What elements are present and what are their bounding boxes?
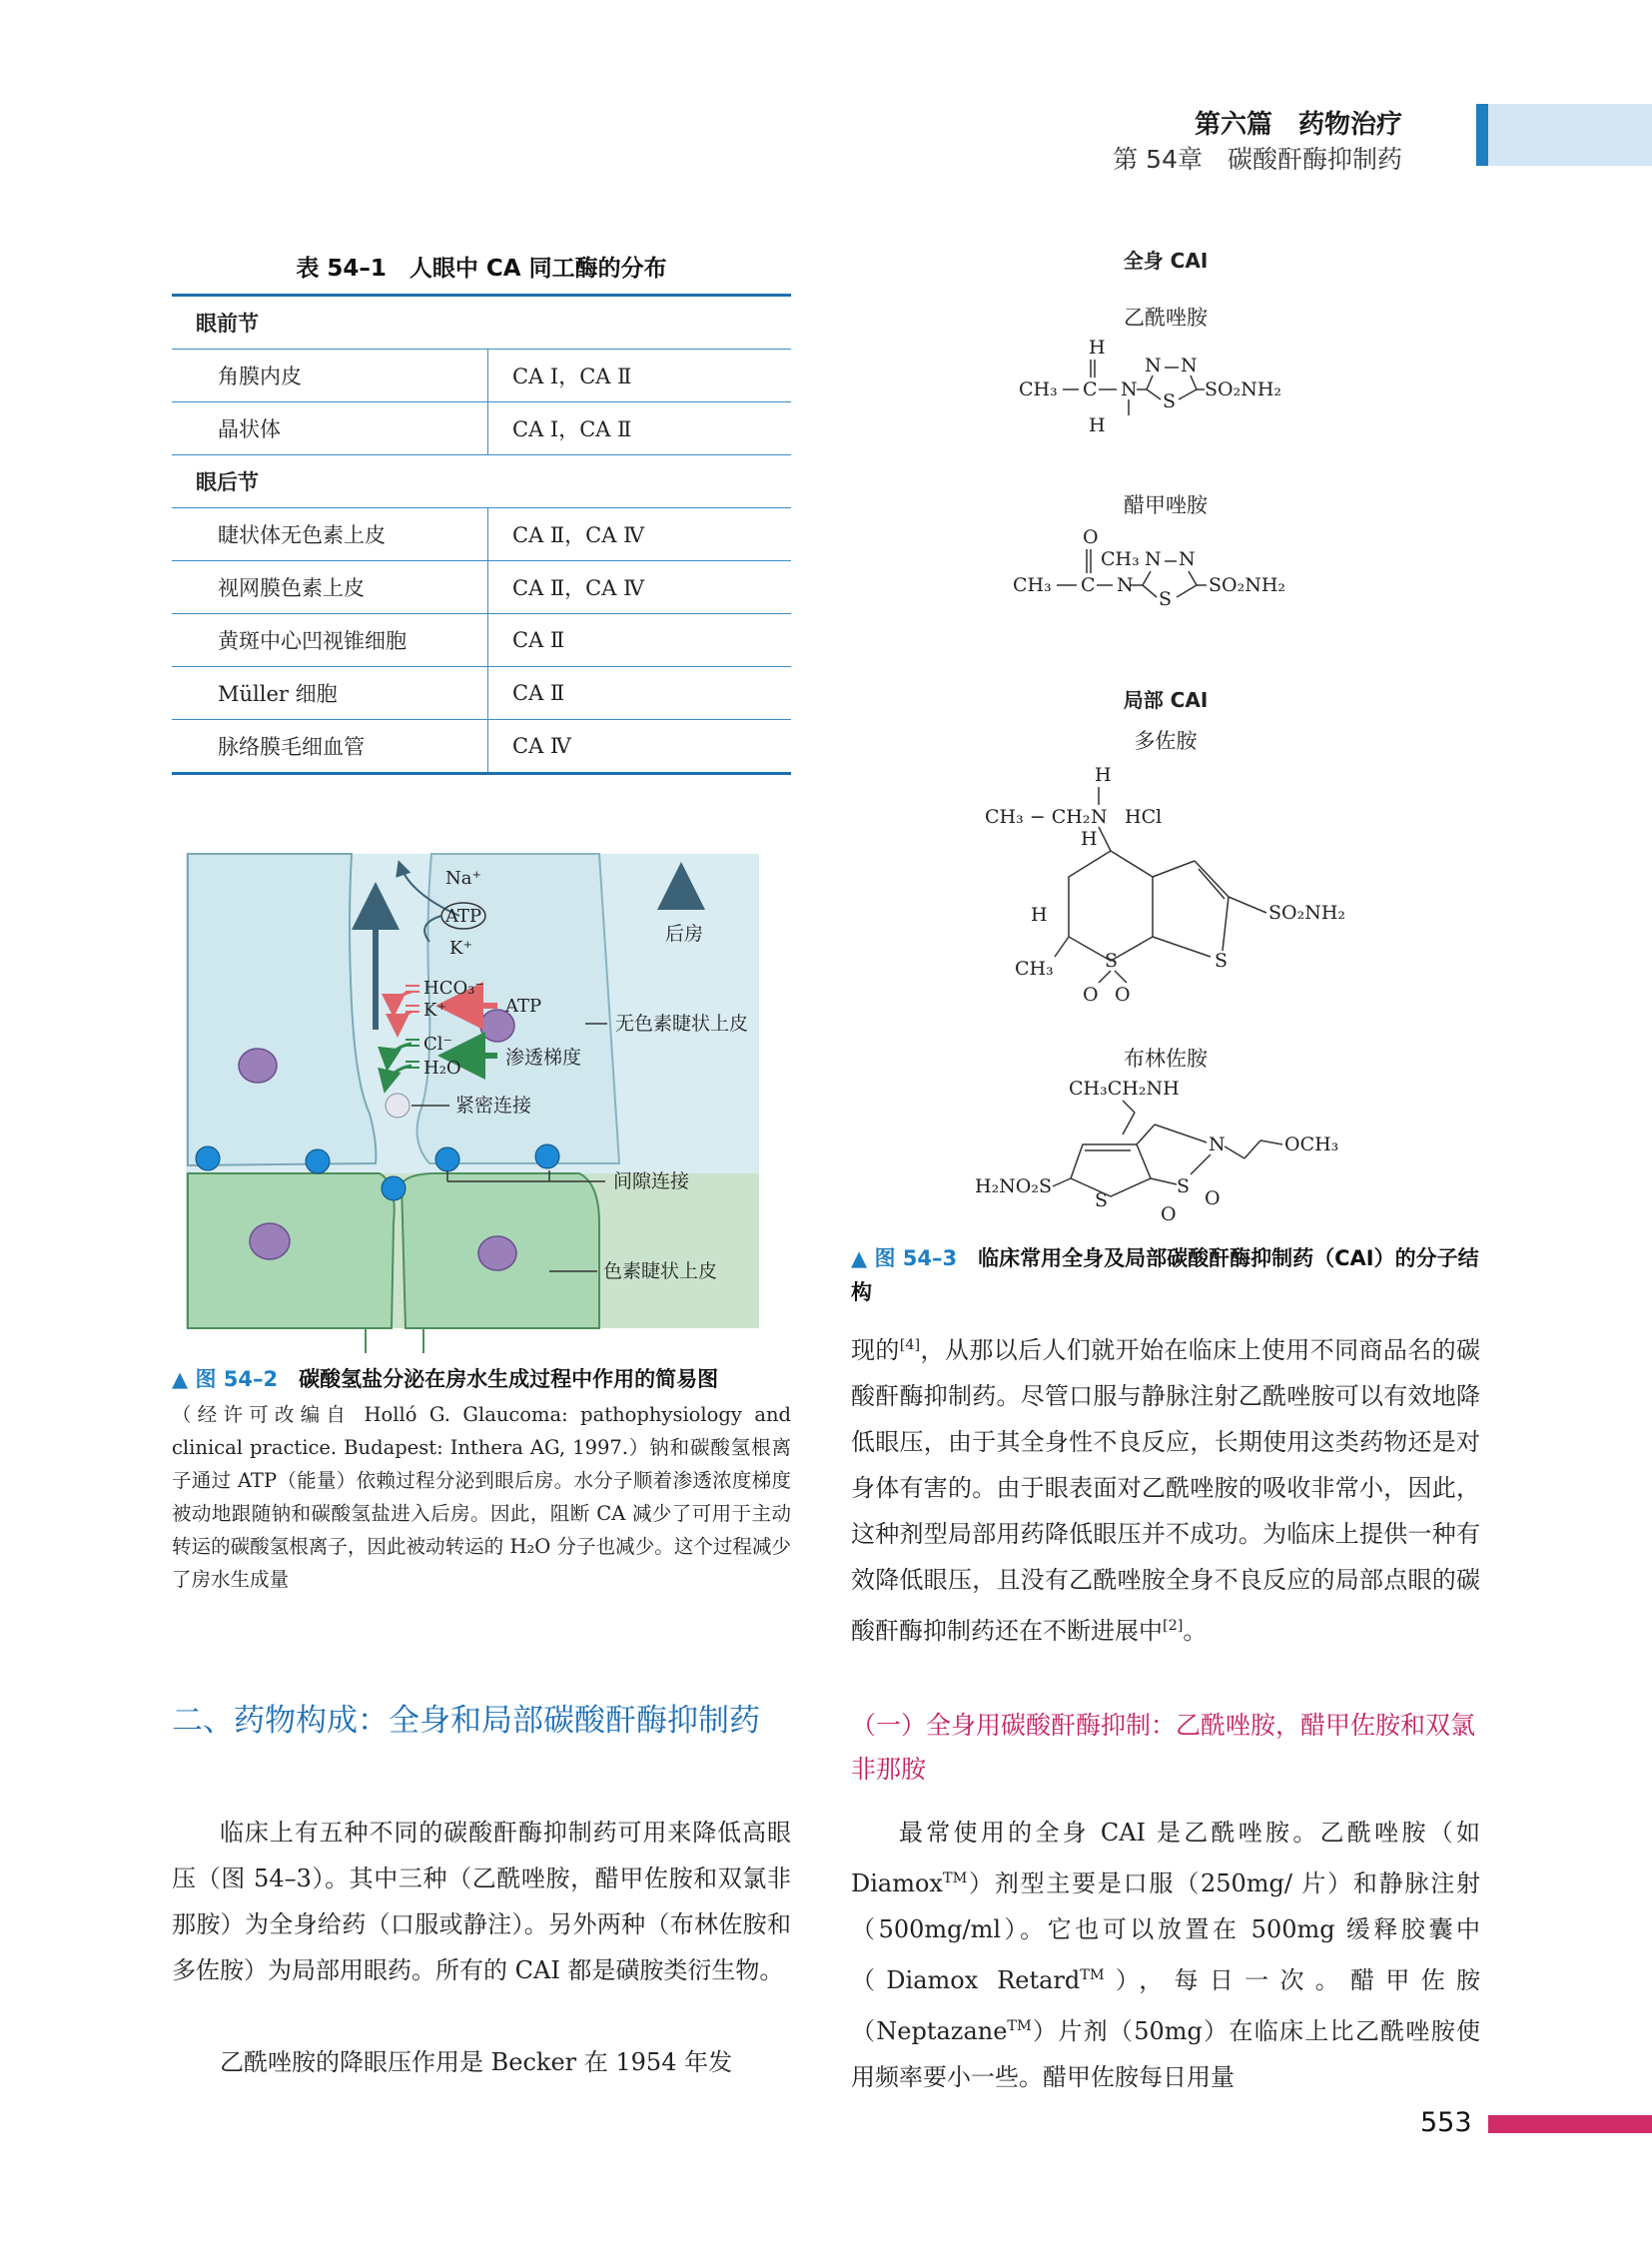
figure2-caption-text: （经许可改编自 Holló G. Glaucoma: pathophysiology and clinical practice. Budapest: Inthera AG, 1997.）钠和碳酸氢根离子通过 ATP（能量）依赖过程分泌到眼后房。水分子顺着渗透浓度梯度被动地跟随钠和碳酸氢盐进入后房。因此，阻断 CA 减少了可用于主动转运的碳酸氢根离子，因此被动转运的 H₂O 分子也减少。这个过程减少了房水生成量: [172, 1403, 791, 1591]
figure2-caption-label: ▲ 图 54–2: [172, 1367, 279, 1391]
table-section-row: [172, 296, 791, 350]
atom-h: H: [1081, 828, 1098, 850]
atom-s: S: [1177, 1175, 1191, 1197]
atom-h: H: [1095, 764, 1112, 786]
atom-h: H: [1031, 904, 1048, 926]
group-so2nh2: SO₂NH₂: [1268, 902, 1346, 924]
figure3-caption-label: ▲ 图 54–3: [851, 1246, 958, 1270]
junction-bead: [196, 1146, 220, 1170]
label-gradient: 渗透梯度: [505, 1047, 582, 1069]
group-hcl: HCl: [1125, 806, 1163, 828]
table-row: [172, 561, 791, 614]
atom-o: O: [1115, 984, 1131, 1006]
atom-o: O: [1083, 984, 1099, 1006]
atom-h: H: [1089, 337, 1106, 359]
header-chapter: 第 54章 碳酸酐酶抑制药: [1113, 145, 1402, 174]
group-ch3: CH₃: [1015, 958, 1054, 980]
header-accent-bar: [1476, 104, 1488, 166]
footer-accent-bar: [1488, 2115, 1652, 2133]
table-cell-tissue: 黄斑中心凹视锥细胞: [172, 614, 488, 667]
drug-name-acetazolamide: 乙酰唑胺: [1124, 306, 1208, 330]
atom-n: N: [1181, 355, 1198, 376]
table-cell-tissue: 脉络膜毛细血管: [172, 720, 488, 774]
atom-n: N: [1145, 548, 1162, 570]
label-npe: 无色素睫状上皮: [615, 1013, 749, 1035]
group-ch3-ch2: CH₃ − CH₂: [985, 806, 1091, 828]
reference-mark: [2]: [1163, 1618, 1184, 1634]
trademark: TM: [942, 1870, 968, 1886]
atom-c: C: [1081, 574, 1096, 596]
group-so2nh2: SO₂NH₂: [1209, 574, 1286, 596]
label-gap-junction: 间隙连接: [613, 1170, 690, 1192]
pe-cell-left: [188, 1173, 395, 1328]
systemic-cai-label: 全身 CAI: [1123, 249, 1209, 273]
label-h2o: H₂O: [423, 1058, 461, 1079]
header-part: 第六篇 药物治疗: [1194, 110, 1402, 140]
table-cell-value: CA Ⅰ，CA Ⅱ: [488, 402, 792, 455]
atom-n: N: [1145, 355, 1162, 376]
nucleus: [478, 1236, 516, 1270]
local-cai-label: 局部 CAI: [1123, 688, 1209, 712]
atom-h: H: [1089, 414, 1106, 436]
label-k-mid: K⁺: [423, 1000, 446, 1021]
label-pe: 色素睫状上皮: [603, 1260, 718, 1282]
section-paragraph: 乙酰唑胺的降眼压作用是 Becker 在 1954 年发: [220, 2048, 733, 2076]
table-row: [172, 508, 791, 561]
table-row: [172, 720, 791, 774]
table-cell-value: CA Ⅰ，CA Ⅱ: [488, 350, 792, 402]
table-cell-tissue: 角膜内皮: [172, 350, 488, 402]
junction-bead: [535, 1144, 559, 1168]
table-section-row: [172, 455, 791, 508]
table-cell-tissue: 睫状体无色素上皮: [172, 508, 488, 561]
atom-o: O: [1161, 1203, 1177, 1225]
isoenzyme-table: [172, 294, 791, 775]
figure2-caption: [172, 1362, 791, 1396]
figure3-caption: [851, 1241, 1480, 1309]
atom-n: N: [1091, 806, 1108, 828]
tight-junction-bead: [386, 1094, 410, 1118]
group-ch3: CH₃: [1019, 378, 1058, 400]
label-k-top: K⁺: [449, 938, 472, 959]
table-row: [172, 402, 791, 455]
label-tight-junction: 紧密连接: [455, 1095, 532, 1117]
figure2-caption-title: 碳酸氢盐分泌在房水生成过程中作用的简易图: [299, 1367, 719, 1391]
nucleus: [250, 1223, 290, 1259]
table-cell-value: CA Ⅱ: [488, 614, 792, 667]
trademark: TM: [1007, 2018, 1032, 2034]
drug-name-methazolamide: 醋甲唑胺: [1124, 493, 1208, 517]
junction-bead: [306, 1149, 330, 1173]
section-paragraph: 临床上有五种不同的碳酸酐酶抑制药可用来降低高眼压（图 54–3）。其中三种（乙酰唑胺，醋甲佐胺和双氯非那胺）为全身给药（口服或静注）。另外两种（布林佐胺和多佐胺）为局部用眼药。所有的 CAI 都是磺胺类衍生物。: [172, 1819, 791, 1984]
methazolamide-structure: [1013, 521, 1332, 621]
atom-s: S: [1215, 950, 1229, 972]
dorzolamide-structure: [985, 761, 1364, 1011]
table-cell-value: CA Ⅱ，CA Ⅳ: [488, 508, 792, 561]
nucleus: [239, 1049, 277, 1083]
junction-bead: [382, 1176, 406, 1200]
table-section: 眼后节: [172, 455, 791, 508]
group-och3: OCH₃: [1284, 1133, 1339, 1155]
table-row: [172, 350, 791, 402]
subsection-heading: （一）全身用碳酸酐酶抑制：乙酰唑胺，醋甲佐胺和双氯非那胺: [851, 1711, 1476, 1784]
group-so2nh2: SO₂NH₂: [1205, 378, 1282, 400]
drug-name-brinzolamide: 布林佐胺: [1124, 1047, 1208, 1071]
label-na: Na⁺: [445, 868, 481, 889]
table-row: [172, 614, 791, 667]
table-cell-value: CA Ⅱ，CA Ⅳ: [488, 561, 792, 614]
trademark: TM: [1080, 1967, 1105, 1983]
atom-s: S: [1163, 390, 1177, 412]
atom-o: O: [1083, 526, 1099, 548]
page-number: 553: [1420, 2107, 1472, 2138]
atom-c: C: [1083, 378, 1098, 400]
label-atp-arrow: ATP: [505, 996, 542, 1017]
reference-mark: [4]: [899, 1337, 921, 1353]
section-heading: 二、药物构成：全身和局部碳酸酐酶抑制药: [172, 1703, 760, 1739]
table-cell-value: CA Ⅱ: [488, 667, 792, 720]
label-posterior-chamber: 后房: [665, 923, 704, 945]
npe-cell-left: [188, 854, 376, 1165]
body-paragraph: 最常使用的全身 CAI 是乙酰唑胺。乙酰唑胺（如 Diamox™）剂型主要是口服（250mg/ 片）和静脉注射（500mg/ml）。它也可以放置在 500mg 缓释胶囊中（Diamox Retard™），每日一次。醋甲佐胺（Neptazane™）片剂（50mg）在临床上比乙酰唑胺使用频率要小一些。醋甲佐胺每日用量: [851, 1819, 1480, 2091]
table-cell-value: CA Ⅳ: [488, 720, 792, 774]
table-title: 表 54–1 人眼中 CA 同工酶的分布: [296, 256, 667, 282]
atom-n: N: [1179, 548, 1196, 570]
label-hco3: HCO₃⁻: [423, 978, 484, 999]
bicarbonate-secretion-diagram: [180, 844, 819, 1353]
atom-s: S: [1105, 950, 1119, 972]
acetazolamide-structure: [1019, 334, 1318, 443]
drug-name-dorzolamide: 多佐胺: [1134, 729, 1198, 753]
group-ch3: CH₃: [1101, 548, 1140, 570]
figure3-caption-title: 临床常用全身及局部碳酸酐酶抑制药（CAI）的分子结构: [851, 1246, 1479, 1304]
table-row: [172, 667, 791, 720]
group-ch3: CH₃: [1013, 574, 1052, 596]
atom-s: S: [1159, 588, 1173, 610]
table-cell-tissue: 晶状体: [172, 402, 488, 455]
atom-o: O: [1205, 1187, 1221, 1209]
atom-s: S: [1095, 1189, 1109, 1211]
label-cl: Cl⁻: [423, 1034, 453, 1055]
body-paragraph: 现的[4]，从那以后人们就开始在临床上使用不同商品名的碳酸酐酶抑制药。尽管口服与静脉注射乙酰唑胺可以有效地降低眼压，由于其全身性不良反应，长期使用这类药物还是对身体有害的。由于眼表面对乙酰唑胺的吸收非常小，因此，这种剂型局部用药降低眼压并不成功。为临床上提供一种有效降低眼压，且没有乙酰唑胺全身不良反应的局部点眼的碳酸酐酶抑制药还在不断进展中[2]。: [851, 1336, 1481, 1645]
group-h2no2s: H₂NO₂S: [975, 1175, 1053, 1197]
table-section: 眼前节: [172, 296, 791, 350]
atom-n: N: [1121, 378, 1138, 400]
label-atp-circle: ATP: [445, 906, 482, 927]
group-ch3ch2nh: CH₃CH₂NH: [1069, 1078, 1180, 1100]
header-band: [1488, 104, 1652, 166]
table-cell-tissue: Müller 细胞: [172, 667, 488, 720]
table-cell-tissue: 视网膜色素上皮: [172, 561, 488, 614]
brinzolamide-structure: [975, 1075, 1374, 1234]
atom-n: N: [1209, 1133, 1226, 1155]
atom-n: N: [1117, 574, 1134, 596]
junction-bead: [435, 1147, 459, 1171]
